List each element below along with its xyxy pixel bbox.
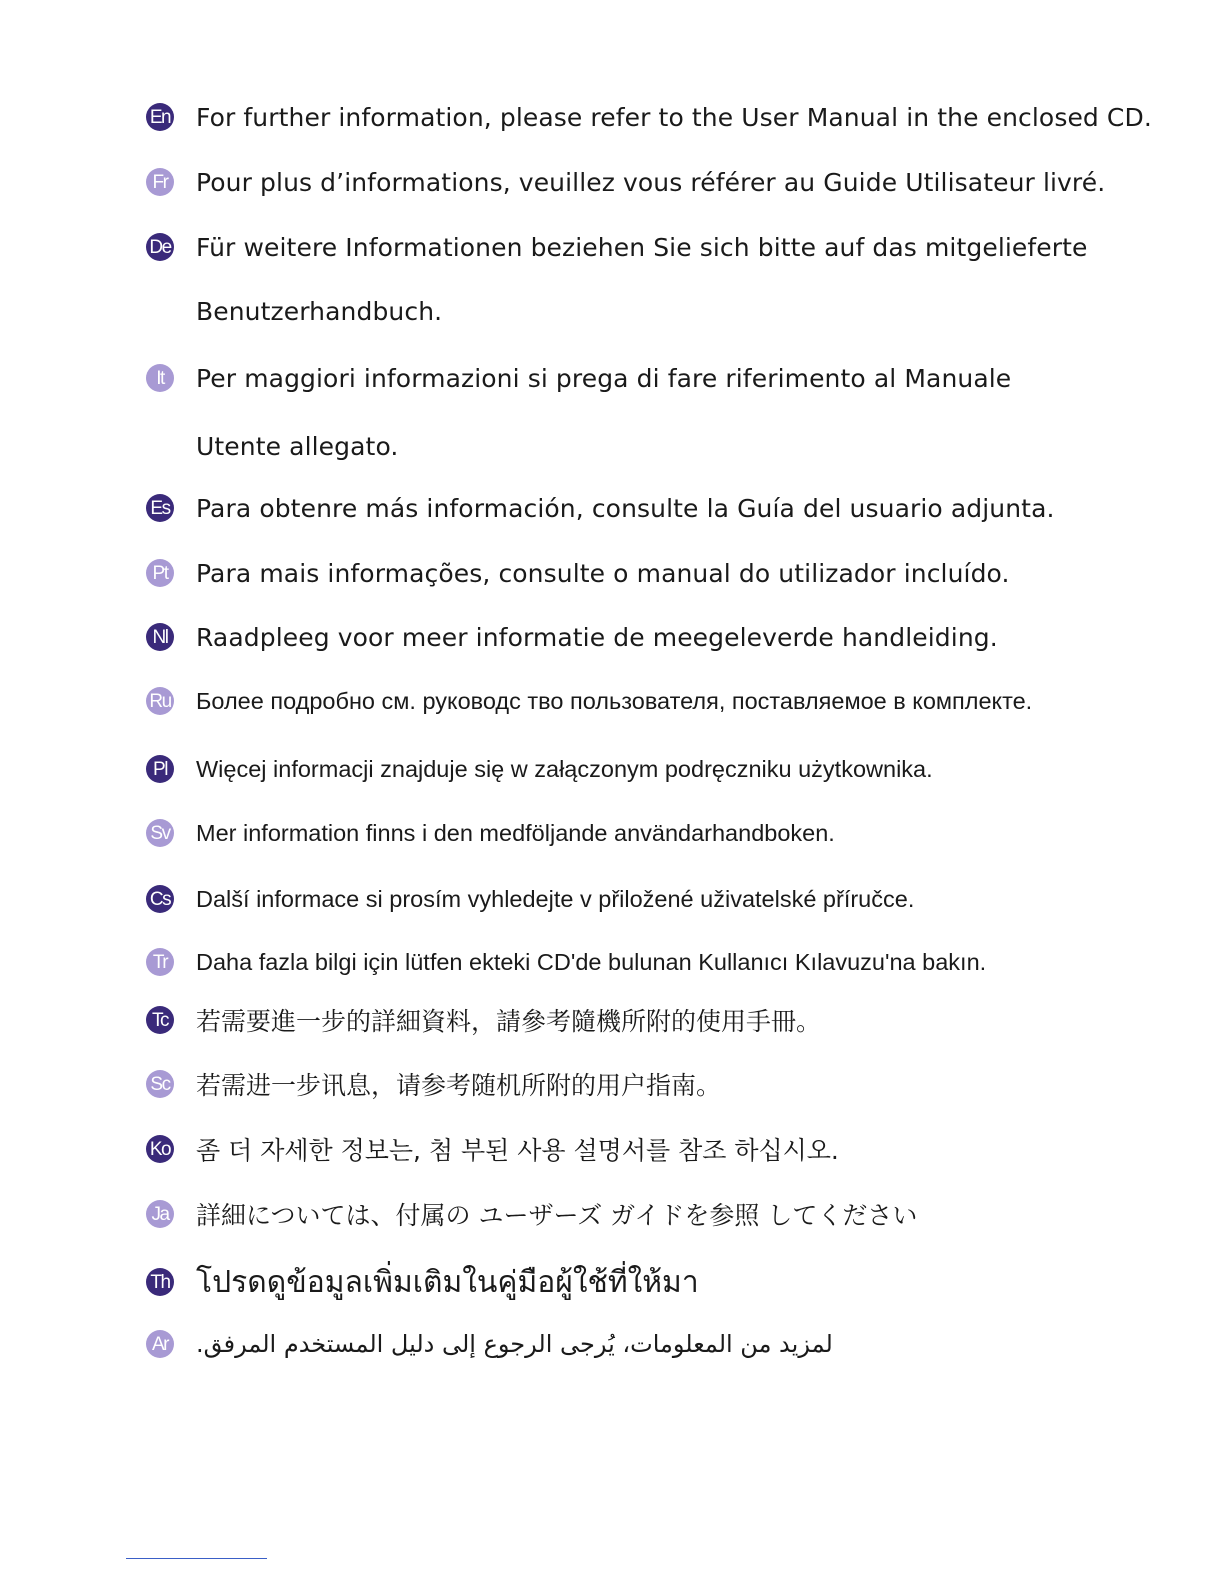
entry-tc: [146, 1005, 1206, 1035]
notice-text-nl: Raadpleeg voor meer informatie de meegeleverde handleiding.: [196, 622, 998, 652]
entry-it-continued: [146, 431, 1206, 461]
language-badge-tc: Tc: [146, 1006, 174, 1034]
entry-ru: [146, 686, 1206, 716]
language-badge-sc: Sc: [146, 1070, 174, 1098]
notice-text-en: For further information, please refer to the User Manual in the enclosed CD.: [196, 102, 1152, 132]
notice-text-pt: Para mais informações, consulte o manual do utilizador incluído.: [196, 558, 1010, 588]
notice-text-sc: 若需进一步讯息，请参考随机所附的用户指南。: [196, 1071, 722, 1100]
entry-fr: [146, 167, 1206, 197]
notice-text-tr: Daha fazla bilgi için lütfen ekteki CD'de bulunan Kullanıcı Kılavuzu'na bakın.: [196, 948, 987, 975]
notice-text-pl: Więcej informacji znajduje się w załączonym podręczniku użytkownika.: [196, 755, 933, 782]
language-badge-ar: Ar: [146, 1330, 174, 1358]
entry-tr: [146, 947, 1206, 977]
entry-pl: [146, 754, 1206, 784]
language-badge-fr: Fr: [146, 168, 174, 196]
language-badge-tr: Tr: [146, 948, 174, 976]
entry-sc: [146, 1069, 1206, 1099]
notice-text-cs: Další informace si prosím vyhledejte v přiložené uživatelské příručce.: [196, 885, 915, 912]
notice-text-de: Für weitere Informationen beziehen Sie sich bitte auf das mitgelieferte: [196, 232, 1088, 262]
notice-text-fr: Pour plus d’informations, veuillez vous référer au Guide Utilisateur livré.: [196, 167, 1106, 197]
footer-divider: [126, 1558, 267, 1559]
notice-text-tc: 若需要進一步的詳細資料，請參考隨機所附的使用手冊。: [196, 1007, 822, 1036]
language-badge-pl: Pl: [146, 755, 174, 783]
language-badge-nl: Nl: [146, 623, 174, 651]
entry-th: [146, 1265, 1206, 1299]
language-badge-de: De: [146, 233, 174, 261]
language-badge-cs: Cs: [146, 885, 174, 913]
language-badge-sv: Sv: [146, 819, 174, 847]
notice-text-ko: 좀 더 자세한 정보는, 첨 부된 사용 설명서를 참조 하십시오.: [196, 1136, 839, 1165]
language-badge-pt: Pt: [146, 559, 174, 587]
notice-text-ru: Более подробно см. руководс тво пользователя, поставляемое в комплекте.: [196, 687, 1033, 714]
notice-text-ja: 詳細については、付属の ユーザーズ ガイドを参照 してください: [196, 1201, 918, 1230]
notice-text-it: Per maggiori informazioni si prega di fare riferimento al Manuale: [196, 363, 1012, 393]
entry-ar: [146, 1329, 1206, 1359]
entry-pt: [146, 558, 1206, 588]
entry-ja: [146, 1199, 1206, 1229]
notice-text-sv: Mer information finns i den medföljande användarhandboken.: [196, 819, 835, 846]
entry-en: [146, 102, 1206, 132]
entry-it: [146, 363, 1206, 393]
notice-text-es: Para obtenre más información, consulte la Guía del usuario adjunta.: [196, 493, 1055, 523]
language-badge-es: Es: [146, 494, 174, 522]
entry-sv: [146, 818, 1206, 848]
language-badge-th: Th: [146, 1268, 174, 1296]
entry-ko: [146, 1134, 1206, 1164]
entry-nl: [146, 622, 1206, 652]
language-badge-ru: Ru: [146, 687, 174, 715]
notice-text-de-line-2: Benutzerhandbuch.: [196, 296, 443, 326]
notice-text-ar: لمزيد من المعلومات، يُرجى الرجوع إلى دليل المستخدم المرفق.: [196, 1330, 833, 1358]
language-badge-it: It: [146, 364, 174, 392]
language-badge-ko: Ko: [146, 1135, 174, 1163]
notice-text-it-line-2: Utente allegato.: [196, 431, 399, 461]
entry-cs: [146, 884, 1206, 914]
language-badge-ja: Ja: [146, 1200, 174, 1228]
entry-de-continued: [146, 296, 1206, 326]
entry-de: [146, 232, 1206, 262]
entry-es: [146, 493, 1206, 523]
language-badge-en: En: [146, 103, 174, 131]
notice-text-th: โปรดดูข้อมูลเพิ่มเติมในคู่มือผู้ใช้ที่ให้มา: [196, 1264, 699, 1300]
